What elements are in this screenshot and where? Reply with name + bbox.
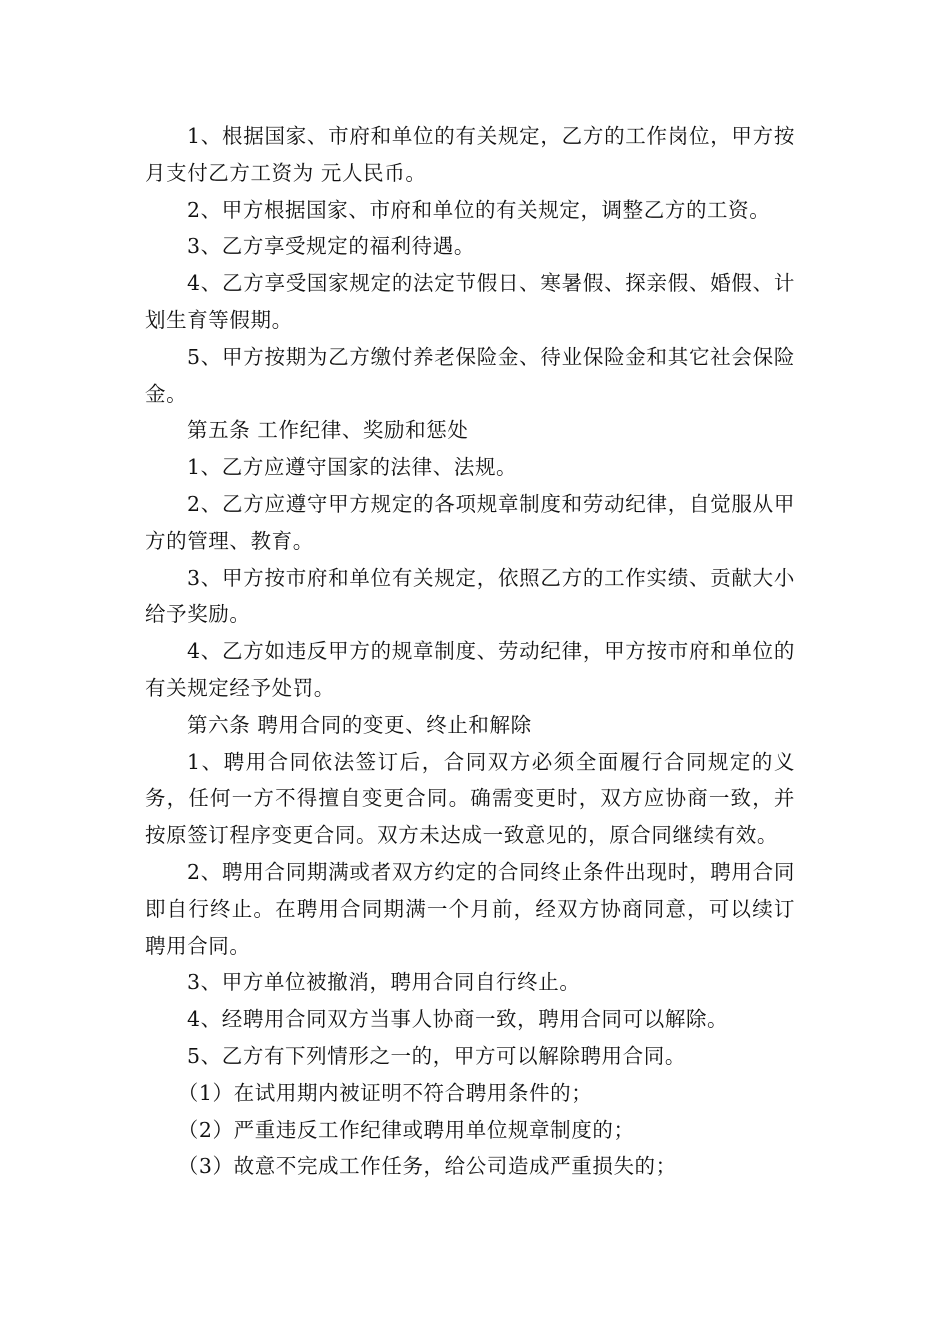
list-item-condition-1: （1）在试用期内被证明不符合聘用条件的； [177,1080,593,1105]
paragraph-contract-expiry: 2、聘用合同期满或者双方约定的合同终止条件出现时，聘用合同即自行终止。在聘用合同期满一个月前，经双方协商同意，可以续订聘用合同。 [145,859,795,958]
paragraph-rewards: 3、甲方按市府和单位有关规定，依照乙方的工作实绩、贡献大小给予奖励。 [145,565,795,627]
paragraph-salary-adjustment: 2、甲方根据国家、市府和单位的有关规定，调整乙方的工资。 [187,197,771,222]
section-heading-article-6: 第六条 聘用合同的变更、终止和解除 [187,712,532,737]
contract-body [145,118,795,1185]
paragraph-mutual-termination: 4、经聘用合同双方当事人协商一致，聘用合同可以解除。 [187,1007,729,1032]
paragraph-holidays: 4、乙方享受国家规定的法定节假日、寒暑假、探亲假、婚假、计划生育等假期。 [145,271,795,332]
paragraph-welfare: 3、乙方享受规定的福利待遇。 [187,234,475,259]
paragraph-unit-revoked: 3、甲方单位被撤消，聘用合同自行终止。 [187,970,581,995]
paragraph-penalties: 4、乙方如违反甲方的规章制度、劳动纪律，甲方按市府和单位的有关规定经予处罚。 [145,639,795,700]
paragraph-termination-conditions: 5、乙方有下列情形之一的，甲方可以解除聘用合同。 [187,1043,686,1068]
list-item-condition-3: （3）故意不完成工作任务，给公司造成严重损失的； [177,1154,677,1179]
paragraph-contract-change: 1、聘用合同依法签订后，合同双方必须全面履行合同规定的义务，任何一方不得擅自变更合同。确需变更时，双方应协商一致，并按原签订程序变更合同。双方未达成一致意见的，原合同继续有效。 [145,749,795,848]
list-item-condition-2: （2）严重违反工作纪律或聘用单位规章制度的； [177,1117,635,1142]
paragraph-obey-law: 1、乙方应遵守国家的法律、法规。 [187,455,518,480]
paragraph-salary: 1、根据国家、市府和单位的有关规定，乙方的工作岗位，甲方按月支付乙方工资为 元人民币。 [145,124,795,185]
paragraph-obey-rules: 2、乙方应遵守甲方规定的各项规章制度和劳动纪律，自觉服从甲方的管理、教育。 [145,491,795,553]
paragraph-insurance: 5、甲方按期为乙方缴付养老保险金、待业保险金和其它社会保险金。 [145,344,795,406]
section-heading-article-5: 第五条 工作纪律、奖励和惩处 [187,418,469,443]
